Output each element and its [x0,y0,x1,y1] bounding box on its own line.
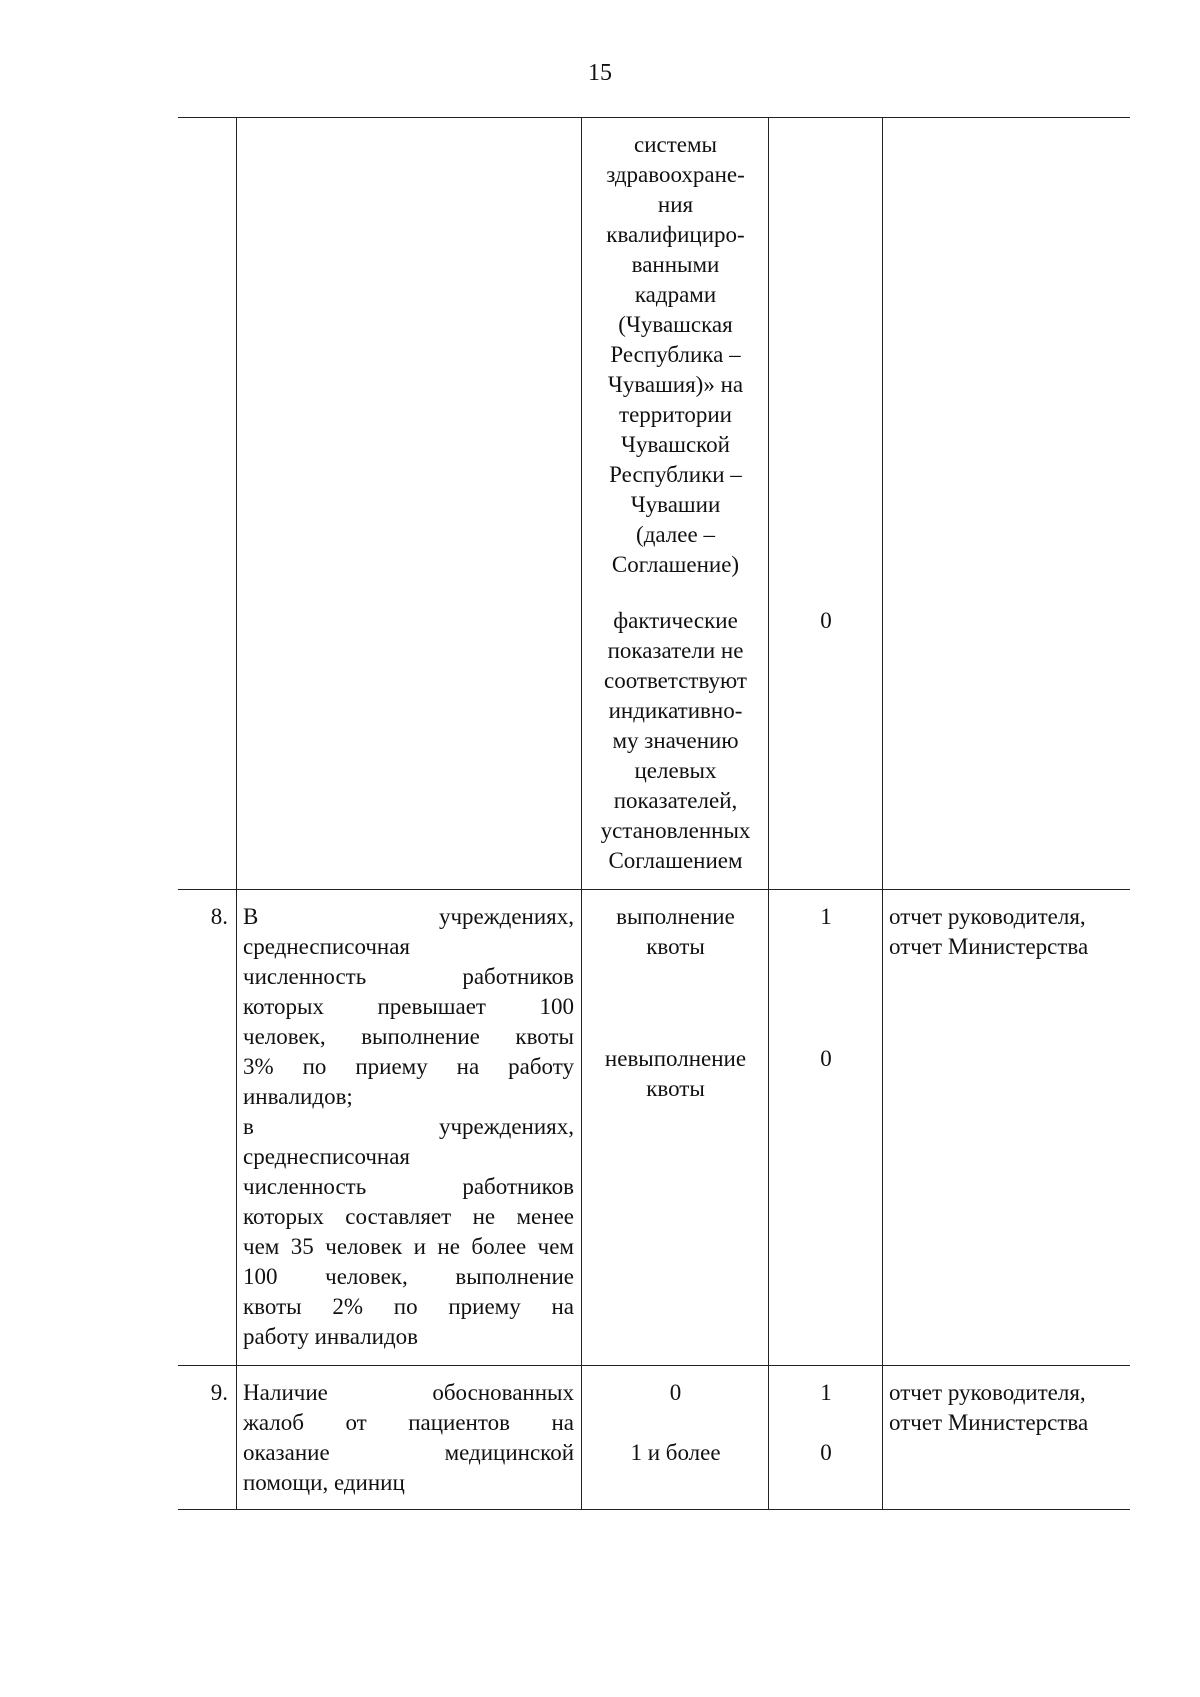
text-line: 3% по приему на работу [243,1054,574,1079]
text-line: Наличие обоснованных [243,1380,574,1405]
text-line: квоты [646,934,705,959]
row8-number: 8. [210,904,228,929]
text-line: ния [657,192,694,217]
text-line: которых составляет не менее [243,1204,574,1229]
row9-number: 9. [210,1380,228,1405]
text-line: квоты 2% по приему на [243,1294,574,1319]
text-line: установленных [600,818,751,843]
text-line: численность работников [243,1174,574,1199]
text-line: Республика – [610,342,741,367]
row7-criterion-continued [583,130,768,580]
text-line: кадрами [634,282,717,307]
row8-score-1: 1 [820,904,832,929]
page-number: 15 [588,60,612,86]
text-line: человек, выполнение квоты [243,1024,574,1049]
text-line: Соглашением [608,848,743,873]
text-line: му значению [612,728,739,753]
text-line: жалоб от пациентов на [243,1410,574,1435]
row9-criterion-2: 1 и более [630,1440,721,1465]
row9-criterion-1: 0 [669,1380,682,1405]
text-line: отчет руководителя, [889,904,1086,929]
text-line: квоты [646,1076,705,1101]
text-line: работу инвалидов [243,1324,419,1349]
text-line: Соглашение) [611,552,740,577]
text-line: невыполнение [604,1046,747,1071]
row8-score-2: 0 [820,1046,832,1071]
text-line: 100 человек, выполнение [243,1264,574,1289]
text-line: ванными [631,252,720,277]
text-line: здравоохране- [606,162,745,187]
row8-criterion-2 [583,1044,768,1104]
text-line: квалифициро- [606,222,745,247]
row-divider-9 [178,1365,1130,1366]
row8-indicator [243,902,574,1352]
text-line: показатели не [607,638,744,663]
text-line: системы [634,132,717,157]
row9-source [889,1378,1129,1438]
text-line: (Чувашская [618,312,733,337]
column-divider-2 [581,117,582,1509]
row9-score-1: 1 [820,1380,832,1405]
text-line: показателей, [613,788,738,813]
text-line: отчет Министерства [889,934,1089,959]
table-top-border [178,117,1130,118]
text-line: (далее – [636,522,715,547]
text-line: фактические [613,608,738,633]
column-divider-1 [236,117,237,1509]
text-line: отчет Министерства [889,1410,1089,1435]
text-line: инвалидов; [243,1084,353,1109]
text-line: В учреждениях, [243,904,574,929]
text-line: соответствуют [604,668,747,693]
text-line: целевых [634,758,717,783]
text-line: которых превышает 100 [243,994,574,1019]
row8-source [889,902,1129,962]
row8-criterion-1 [583,902,768,962]
row-divider-8 [178,889,1130,890]
text-line: территории [619,402,732,427]
text-line: Чувашской [621,432,730,457]
row7-score-2: 0 [820,608,832,633]
text-line: численность работников [243,964,574,989]
text-line: среднесписочная [243,1144,411,1169]
column-divider-3 [768,117,769,1509]
text-line: среднесписочная [243,934,411,959]
text-line: Чувашии [630,492,721,517]
text-line: чем 35 человек и не более чем [243,1234,574,1259]
row9-indicator [243,1378,574,1498]
text-line: оказание медицинской [243,1440,574,1465]
column-divider-4 [882,117,883,1509]
text-line: Республики – [609,462,742,487]
text-line: выполнение [616,904,735,929]
row7-criterion-2 [583,606,768,876]
text-line: индикативно- [608,698,743,723]
row9-score-2: 0 [820,1440,832,1465]
text-line: в учреждениях, [243,1114,574,1139]
table-bottom-border [178,1509,1130,1510]
text-line: помощи, единиц [243,1470,405,1495]
text-line: отчет руководителя, [889,1380,1086,1405]
text-line: Чувашия)» на [607,372,744,397]
